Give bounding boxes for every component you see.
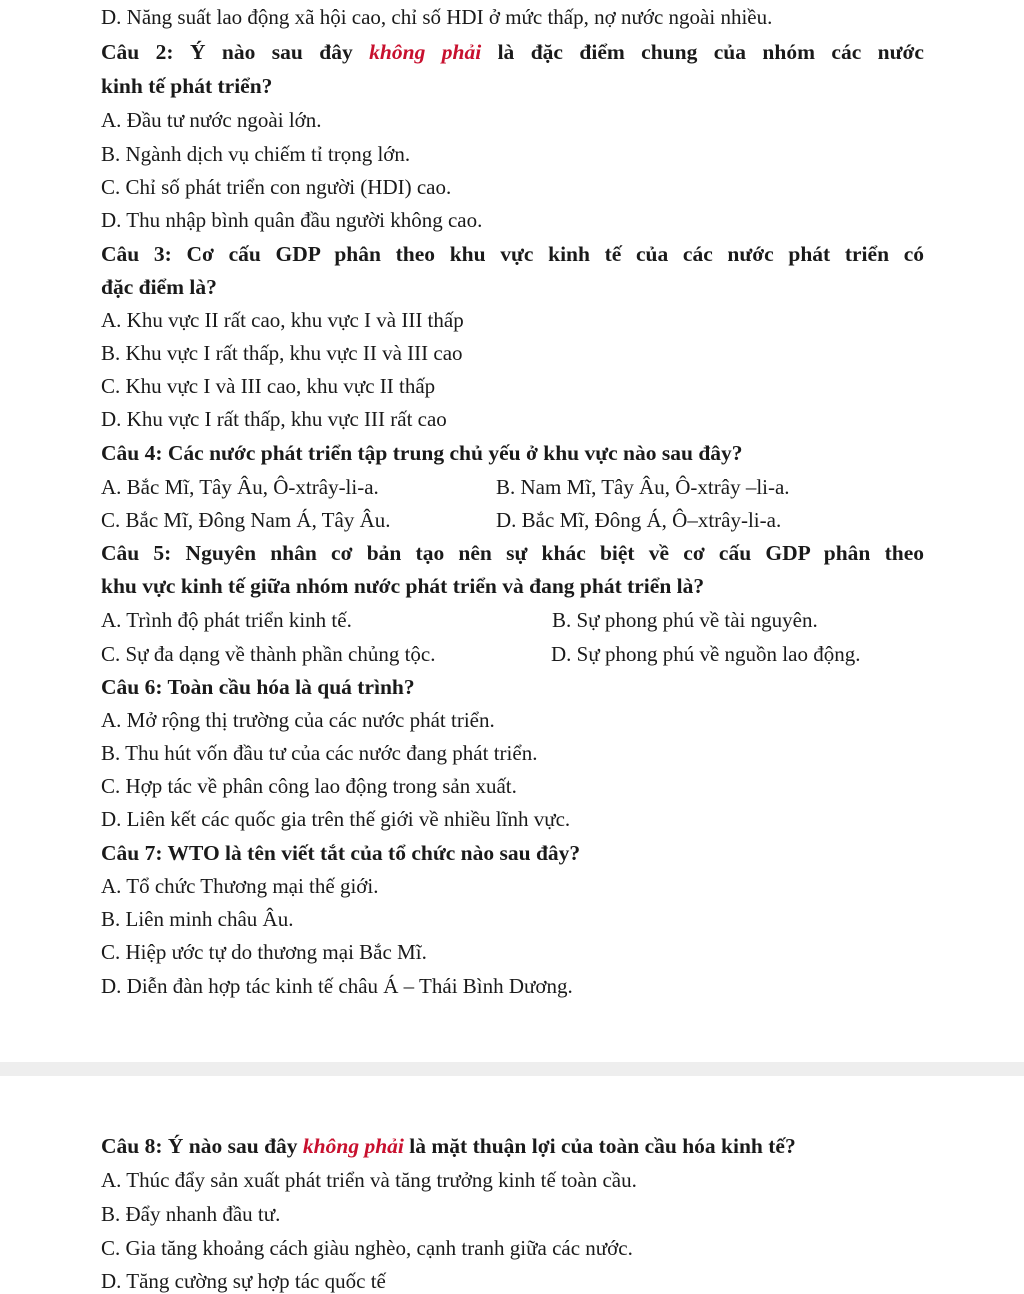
document-page-2 [0,1076,1024,1293]
q2-title-cont: kinh tế phát triển? [101,74,273,98]
q7-option-d: D. Diễn đàn hợp tác kinh tế châu Á – Thái Bình Dương. [101,974,573,998]
q4-title: Câu 4: Các nước phát triển tập trung chủ yếu ở khu vực nào sau đây? [101,441,743,465]
q7-option-c: C. Hiệp ước tự do thương mại Bắc Mĩ. [101,940,427,964]
q8-title-end: là mặt thuận lợi của toàn cầu hóa kinh tế? [403,1134,796,1158]
q2-title [101,39,924,65]
q4-option-d: D. Bắc Mĩ, Đông Á, Ô–xtrây-li-a. [496,508,782,532]
q5-option-a: A. Trình độ phát triển kinh tế. [101,608,352,632]
q1-option-d: D. Năng suất lao động xã hội cao, chỉ số HDI ở mức thấp, nợ nước ngoài nhiều. [101,5,773,29]
q5-option-c: C. Sự đa dạng về thành phần chủng tộc. [101,642,436,666]
q2-title-end: là đặc điểm chung của nhóm các nước [481,40,924,64]
q4-option-b: B. Nam Mĩ, Tây Âu, Ô-xtrây –li-a. [496,475,790,499]
q2-option-a: A. Đầu tư nước ngoài lớn. [101,108,322,132]
q5-title: Câu 5: Nguyên nhân cơ bản tạo nên sự khác biệt về cơ cấu GDP phân theo [101,541,924,565]
q3-title-cont: đặc điểm là? [101,275,217,299]
q5-title-cont: khu vực kinh tế giữa nhóm nước phát triển và đang phát triển là? [101,574,705,598]
q6-option-a: A. Mở rộng thị trường của các nước phát triển. [101,708,495,732]
q4-option-c: C. Bắc Mĩ, Đông Nam Á, Tây Âu. [101,508,391,532]
q8-option-b: B. Đẩy nhanh đầu tư. [101,1202,281,1226]
q2-option-d: D. Thu nhập bình quân đầu người không cao. [101,208,483,232]
q2-option-c: C. Chỉ số phát triển con người (HDI) cao. [101,175,452,199]
q3-option-c: C. Khu vực I và III cao, khu vực II thấp [101,374,436,398]
q6-option-c: C. Hợp tác về phân công lao động trong sản xuất. [101,774,517,798]
q8-option-c: C. Gia tăng khoảng cách giàu nghèo, cạnh tranh giữa các nước. [101,1236,633,1260]
q5-option-d: D. Sự phong phú về nguồn lao động. [551,642,861,666]
q8-title [101,1133,796,1159]
q6-option-b: B. Thu hút vốn đầu tư của các nước đang phát triển. [101,741,538,765]
q2-negation: không phải [369,40,482,64]
q7-option-b: B. Liên minh châu Âu. [101,907,294,931]
q8-negation: không phải [302,1134,404,1158]
q8-option-d: D. Tăng cường sự hợp tác quốc tế [101,1269,386,1293]
q5-option-b: B. Sự phong phú về tài nguyên. [552,608,818,632]
q2-option-b: B. Ngành dịch vụ chiếm tỉ trọng lớn. [101,142,411,166]
q6-title: Câu 6: Toàn cầu hóa là quá trình? [101,675,415,699]
q3-option-a: A. Khu vực II rất cao, khu vực I và III thấp [101,308,464,332]
q6-option-d: D. Liên kết các quốc gia trên thế giới về nhiều lĩnh vực. [101,807,571,831]
q8-title-start: Câu 8: Ý nào sau đây [101,1134,303,1158]
page-separator [0,1062,1024,1076]
q8-option-a: A. Thúc đẩy sản xuất phát triển và tăng trưởng kinh tế toàn cầu. [101,1168,637,1192]
q3-option-d: D. Khu vực I rất thấp, khu vực III rất cao [101,407,447,431]
q4-option-a: A. Bắc Mĩ, Tây Âu, Ô-xtrây-li-a. [101,475,379,499]
q7-title: Câu 7: WTO là tên viết tắt của tổ chức nào sau đây? [101,841,581,865]
q3-title: Câu 3: Cơ cấu GDP phân theo khu vực kinh tế của các nước phát triển có [101,242,924,266]
q3-option-b: B. Khu vực I rất thấp, khu vực II và III cao [101,341,463,365]
q7-option-a: A. Tổ chức Thương mại thế giới. [101,874,379,898]
q2-title-start: Câu 2: Ý nào sau đây [101,40,370,64]
